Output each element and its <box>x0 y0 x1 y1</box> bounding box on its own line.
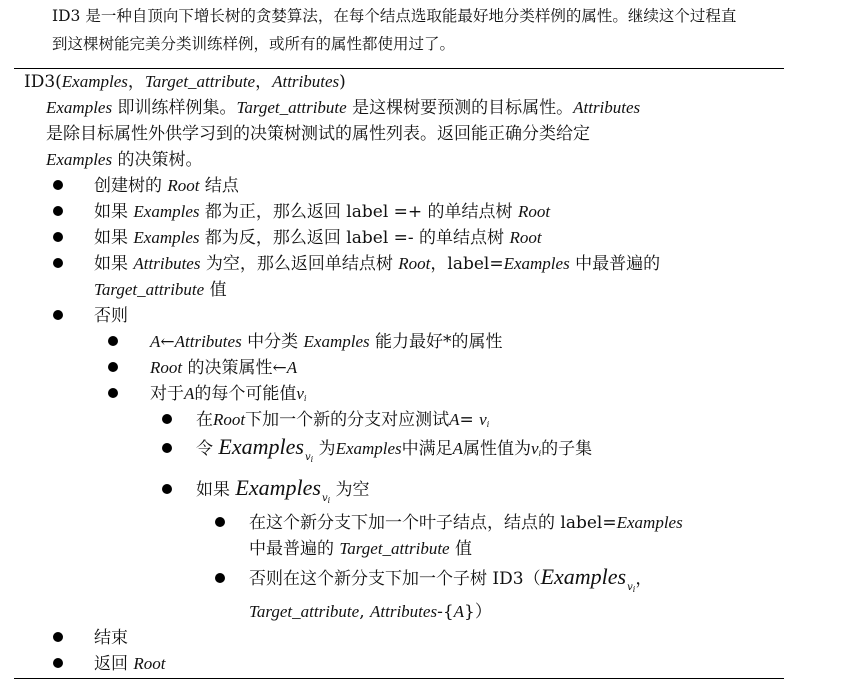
bullet-icon <box>162 443 172 453</box>
step-add-subtree: 否则在这个新分支下加一个子树 ID3（Examples$_{v_i}$， <box>249 564 653 594</box>
intro-line-1: ID3 是一种自顶向下增长树的贪婪算法，在每个结点选取能最好地分类样例的属性。继续这个过程直 <box>52 7 737 25</box>
step-all-negative: 如果 Examples 都为反，那么返回 label =- 的单结点树 Root <box>94 228 542 248</box>
algorithm-signature: ID3(Examples，Target_attribute，Attributes) <box>24 72 346 92</box>
bullet-icon <box>53 206 63 216</box>
intro-line-2: 到这棵树能完美分类训练样例，或所有的属性都使用过了。 <box>52 35 456 53</box>
bullet-icon <box>162 414 172 424</box>
step-add-subtree-cont: Target_attribute, Attributes-{A}） <box>249 602 492 622</box>
step-add-leaf-cont: 中最普遍的 Target_attribute 值 <box>249 539 473 559</box>
bullet-icon <box>53 658 63 668</box>
bullet-icon <box>53 180 63 190</box>
description-line-1: Examples 即训练样例集。Target_attribute 是这棵树要预测的目标属性。Attributes <box>46 98 641 118</box>
description-line-2: 是除目标属性外供学习到的决策树测试的属性列表。返回能正确分类给定 <box>46 124 590 144</box>
step-choose-best-attribute: A←Attributes 中分类 Examples 能力最好*的属性 <box>150 332 503 352</box>
step-if-subset-empty: 如果 Examples$_{v_i}$ 为空 <box>196 475 370 505</box>
step-for-each-value: 对于A的每个可能值vi <box>150 384 307 404</box>
bottom-rule <box>14 678 784 679</box>
bullet-icon <box>53 258 63 268</box>
bullet-icon <box>53 632 63 642</box>
bullet-icon <box>215 517 225 527</box>
step-end: 结束 <box>94 628 128 648</box>
bullet-icon <box>108 388 118 398</box>
step-attributes-empty-cont: Target_attribute 值 <box>94 280 227 300</box>
step-otherwise: 否则 <box>94 306 128 326</box>
top-rule <box>14 68 784 69</box>
step-return-root: 返回 Root <box>94 654 166 674</box>
bullet-icon <box>162 484 172 494</box>
step-subset-definition: 令 Examples$_{v_i}$ 为Examples中满足A属性值为vi的子集 <box>196 434 593 464</box>
step-add-branch: 在Root下加一个新的分支对应测试A= vi <box>196 410 490 430</box>
step-attributes-empty: 如果 Attributes 为空，那么返回单结点树 Root，label=Examples 中最普遍的 <box>94 254 661 274</box>
bullet-icon <box>108 362 118 372</box>
bullet-icon <box>108 336 118 346</box>
step-add-leaf: 在这个新分支下加一个叶子结点，结点的 label=Examples <box>249 513 683 533</box>
step-create-root: 创建树的 Root 结点 <box>94 176 239 196</box>
bullet-icon <box>53 310 63 320</box>
bullet-icon <box>53 232 63 242</box>
bullet-icon <box>215 573 225 583</box>
step-all-positive: 如果 Examples 都为正，那么返回 label =+ 的单结点树 Root <box>94 202 551 222</box>
step-root-decision-attribute: Root 的决策属性←A <box>150 358 298 378</box>
description-line-3: Examples 的决策树。 <box>46 150 203 170</box>
